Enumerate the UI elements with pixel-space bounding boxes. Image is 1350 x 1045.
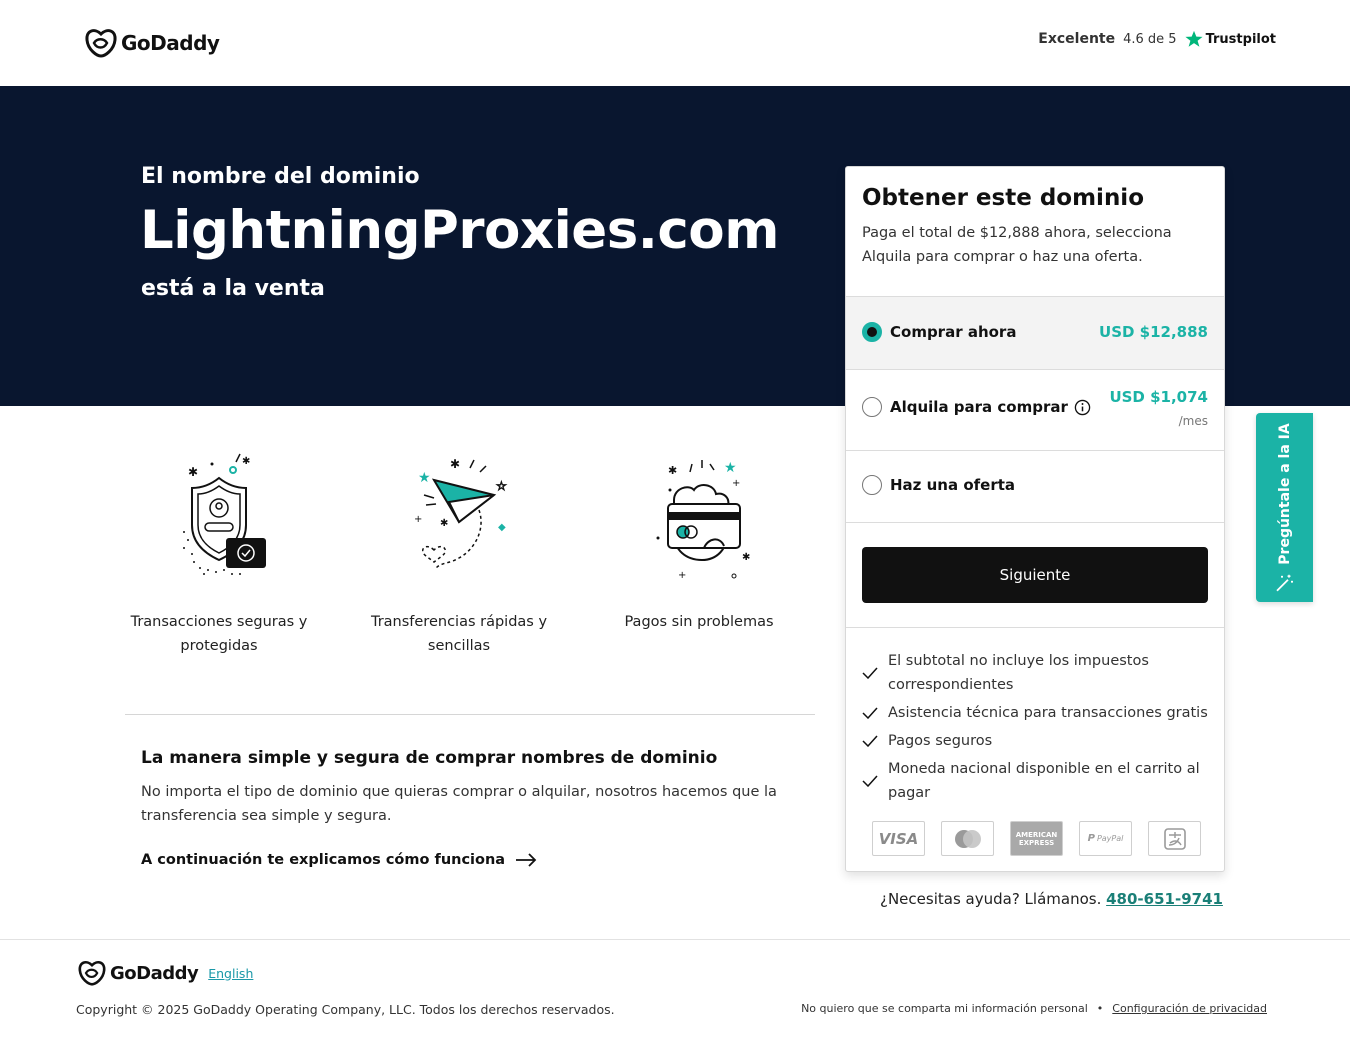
- svg-text:✱: ✱: [188, 465, 199, 479]
- alipay-icon: [1164, 828, 1186, 850]
- checkmark-icon: [862, 707, 878, 719]
- star-icon: [1185, 30, 1203, 48]
- info-text: No importa el tipo de dominio que quieras comprar o alquilar, nosotros hacemos que la transferencia sea simple y segura.: [141, 784, 777, 824]
- visa-logo: [872, 821, 925, 856]
- how-it-works-label: A continuación te explicamos cómo funciona: [141, 852, 506, 868]
- benefit-text: Asistencia técnica para transacciones gratis: [888, 705, 1208, 721]
- list-item: [862, 757, 1208, 805]
- logo-text: GoDaddy: [121, 31, 220, 55]
- phone-link[interactable]: 480-651-9741: [1106, 890, 1223, 908]
- paypal-p-icon: P: [1087, 833, 1095, 844]
- option-label: Haz una oferta: [890, 476, 1016, 494]
- ask-ai-content: [1275, 423, 1295, 592]
- svg-text:✱: ✱: [668, 464, 678, 477]
- alipay-logo: [1148, 821, 1201, 856]
- radio-buy-now[interactable]: [862, 322, 882, 342]
- payment-methods: [872, 821, 1201, 856]
- benefit-text: El subtotal no incluye los impuestos correspondientes: [888, 653, 1149, 693]
- help-text: ¿Necesitas ayuda? Llámanos.: [880, 890, 1102, 908]
- benefit-text: Moneda nacional disponible en el carrito al pagar: [888, 761, 1200, 801]
- info-icon[interactable]: [1074, 399, 1091, 416]
- trustpilot-brand: [1185, 30, 1276, 48]
- mastercard-icon: [951, 828, 985, 850]
- visa-text: VISA: [878, 829, 919, 848]
- option-buy-now[interactable]: [846, 296, 1224, 369]
- benefit-text: Pagos seguros: [888, 733, 993, 749]
- paypal-logo: [1079, 821, 1132, 856]
- svg-text:✱: ✱: [440, 518, 449, 529]
- card-hand-icon: [644, 450, 754, 580]
- buy-price: USD $12,888: [1099, 323, 1208, 341]
- card-header: [846, 167, 1224, 296]
- option-label: Comprar ahora: [890, 323, 1017, 341]
- shield-icon: [164, 450, 274, 580]
- arrow-right-icon: [515, 853, 537, 867]
- option-label: Alquila para comprar: [890, 398, 1068, 416]
- svg-text:☆: ☆: [496, 479, 507, 493]
- svg-text:✱: ✱: [242, 456, 251, 467]
- checkmark-icon: [862, 667, 878, 679]
- hero-subtitle: está a la venta: [141, 276, 325, 301]
- rent-period: /mes: [1178, 414, 1208, 428]
- list-item: [862, 729, 1208, 753]
- list-item: [862, 701, 1208, 725]
- domain-name: LightningProxies.com: [140, 200, 779, 261]
- how-it-works-link[interactable]: [141, 852, 537, 868]
- svg-text:★: ★: [418, 470, 431, 486]
- amex-text: AMERICAN EXPRESS: [1015, 830, 1058, 847]
- purchase-card: [845, 166, 1225, 872]
- top-header: [0, 0, 1350, 86]
- privacy-settings-link[interactable]: Configuración de privacidad: [1112, 1002, 1267, 1015]
- svg-text:+: +: [732, 478, 741, 489]
- option-make-offer[interactable]: [846, 450, 1224, 523]
- option-rent-to-own[interactable]: [846, 369, 1224, 450]
- card-divider: [846, 627, 1224, 628]
- benefits-list: [862, 649, 1208, 809]
- godaddy-logo[interactable]: [85, 28, 219, 58]
- rating-score: 4.6 de 5: [1123, 31, 1177, 47]
- footer: [0, 939, 1350, 1045]
- hero-pretitle: El nombre del dominio: [141, 164, 420, 189]
- next-button[interactable]: Siguiente: [862, 547, 1208, 603]
- feature-label: Pagos sin problemas: [624, 614, 774, 630]
- bullet-separator: •: [1096, 1002, 1104, 1015]
- paypal-text: PayPal: [1096, 834, 1124, 843]
- language-link[interactable]: English: [208, 965, 254, 981]
- svg-text:◆: ◆: [498, 522, 506, 533]
- mastercard-logo: [941, 821, 994, 856]
- do-not-share-link[interactable]: No quiero que se comparta mi información personal: [801, 1002, 1088, 1015]
- paper-plane-icon: [404, 450, 514, 580]
- footer-logo[interactable]: [78, 960, 253, 986]
- copyright: Copyright © 2025 GoDaddy Operating Company, LLC. Todos los derechos reservados.: [76, 1002, 615, 1017]
- feature-transfer: [339, 450, 579, 658]
- feature-payments: [579, 450, 819, 634]
- ask-ai-label: Pregúntale a la IA: [1276, 422, 1293, 565]
- checkmark-icon: [862, 775, 878, 787]
- feature-label: Transacciones seguras y protegidas: [130, 614, 308, 654]
- card-title: Obtener este dominio: [862, 185, 1144, 211]
- footer-logo-text: GoDaddy: [110, 962, 199, 984]
- radio-rent-to-own[interactable]: [862, 397, 882, 417]
- list-item: [862, 649, 1208, 697]
- svg-text:+: +: [414, 514, 423, 525]
- footer-links: [801, 1002, 1267, 1015]
- rating-word: Excelente: [1038, 31, 1116, 47]
- svg-text:+: +: [678, 570, 687, 580]
- svg-text:✱: ✱: [742, 552, 751, 563]
- godaddy-logo-icon: [85, 28, 117, 58]
- svg-text:★: ★: [724, 460, 737, 476]
- info-title: La manera simple y segura de comprar nombres de dominio: [141, 748, 718, 768]
- svg-text:✱: ✱: [450, 457, 461, 471]
- godaddy-logo-icon: [78, 960, 106, 986]
- card-subtitle: Paga el total de $12,888 ahora, selecciona Alquila para comprar o haz una oferta.: [862, 225, 1172, 265]
- ask-ai-tab[interactable]: [1256, 413, 1313, 602]
- rent-price: USD $1,074: [1109, 388, 1208, 406]
- trustpilot-text: Trustpilot: [1205, 31, 1276, 47]
- radio-make-offer[interactable]: [862, 475, 882, 495]
- magic-wand-icon: [1275, 572, 1295, 592]
- trustpilot-rating[interactable]: [1038, 30, 1276, 48]
- help-line: [880, 890, 1223, 908]
- feature-secure: [99, 450, 339, 658]
- amex-logo: [1010, 821, 1063, 856]
- checkmark-icon: [862, 735, 878, 747]
- option-label-wrap: [890, 398, 1091, 416]
- content-divider: [125, 714, 815, 715]
- feature-label: Transferencias rápidas y sencillas: [370, 614, 548, 654]
